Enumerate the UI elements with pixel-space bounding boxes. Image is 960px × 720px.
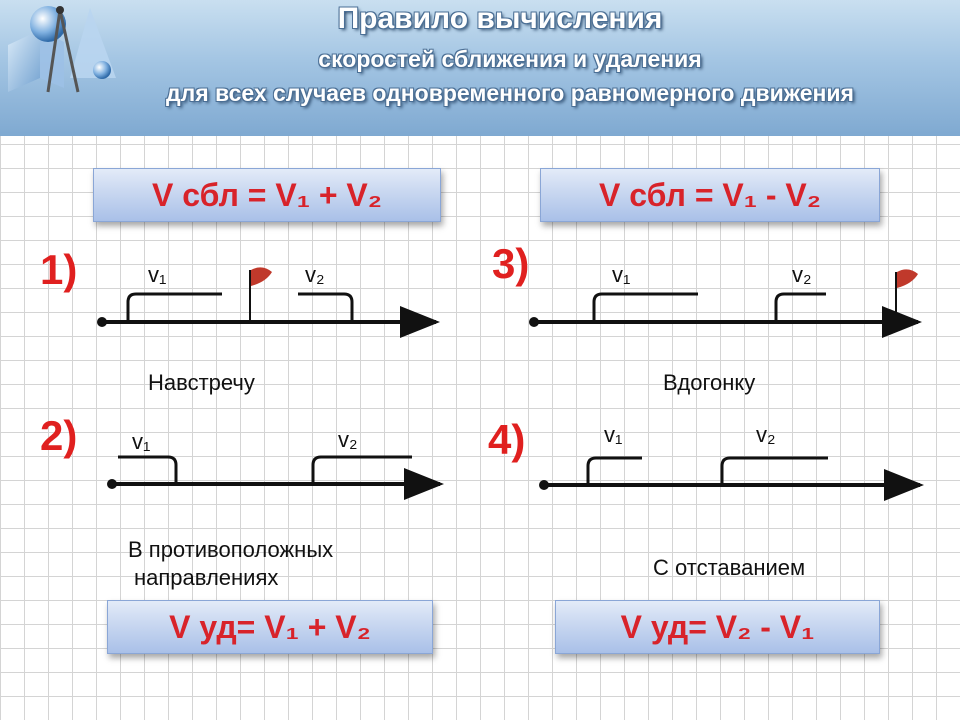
velocity-arrow-v2 [776,294,826,322]
title-line-3: для всех случаев одновременного равномерного движения [166,80,854,106]
diagram-opposite [107,427,440,489]
v1-label: v₁ [604,422,623,447]
v1-label: v₁ [612,262,631,287]
v2-label: v₂ [756,422,776,447]
case-number-1: 1) [40,246,78,293]
case-number-2: 2) [40,412,78,459]
start-point [97,317,107,327]
caption-toward: Навстречу [148,370,255,395]
velocity-arrow-v2 [313,457,412,484]
caption-catchup: Вдогонку [663,370,756,395]
flag-icon [250,267,272,322]
v2-label: v₂ [305,262,325,287]
case-number-4: 4) [488,416,526,463]
formula-approach-catchup: V сбл = V₁ - V₂ [540,168,880,222]
case-number-3: 3) [492,240,530,287]
flag-icon [896,269,918,322]
formula-separation-lagging: V уд= V₂ - V₁ [555,600,880,654]
start-point [529,317,539,327]
velocity-arrow-v1 [594,294,698,322]
start-point [539,480,549,490]
caption-lagging: С отставанием [653,555,806,580]
velocity-arrow-v1 [118,457,176,484]
formula-separation-opposite: V уд= V₁ + V₂ [107,600,433,654]
velocity-arrow-v2 [298,294,352,322]
velocity-arrow-v1 [588,458,642,485]
title-line-2: скоростей сближения и удаления [318,46,702,72]
formula-approach-toward: V сбл = V₁ + V₂ [93,168,441,222]
velocity-arrow-v2 [722,458,828,485]
title-line-1: Правило вычисления [337,2,663,35]
start-point [107,479,117,489]
diagram-catchup [529,262,918,327]
v1-label: v₁ [148,262,167,287]
velocity-arrow-v1 [128,294,222,322]
diagram-lagging [539,422,920,490]
caption-opposite-line-1: В противоположных [128,537,334,562]
caption-opposite-line-2: направлениях [134,565,279,590]
v1-label: v₁ [132,429,151,454]
v2-label: v₂ [792,262,812,287]
v2-label: v₂ [338,427,358,452]
diagram-toward [97,262,436,327]
